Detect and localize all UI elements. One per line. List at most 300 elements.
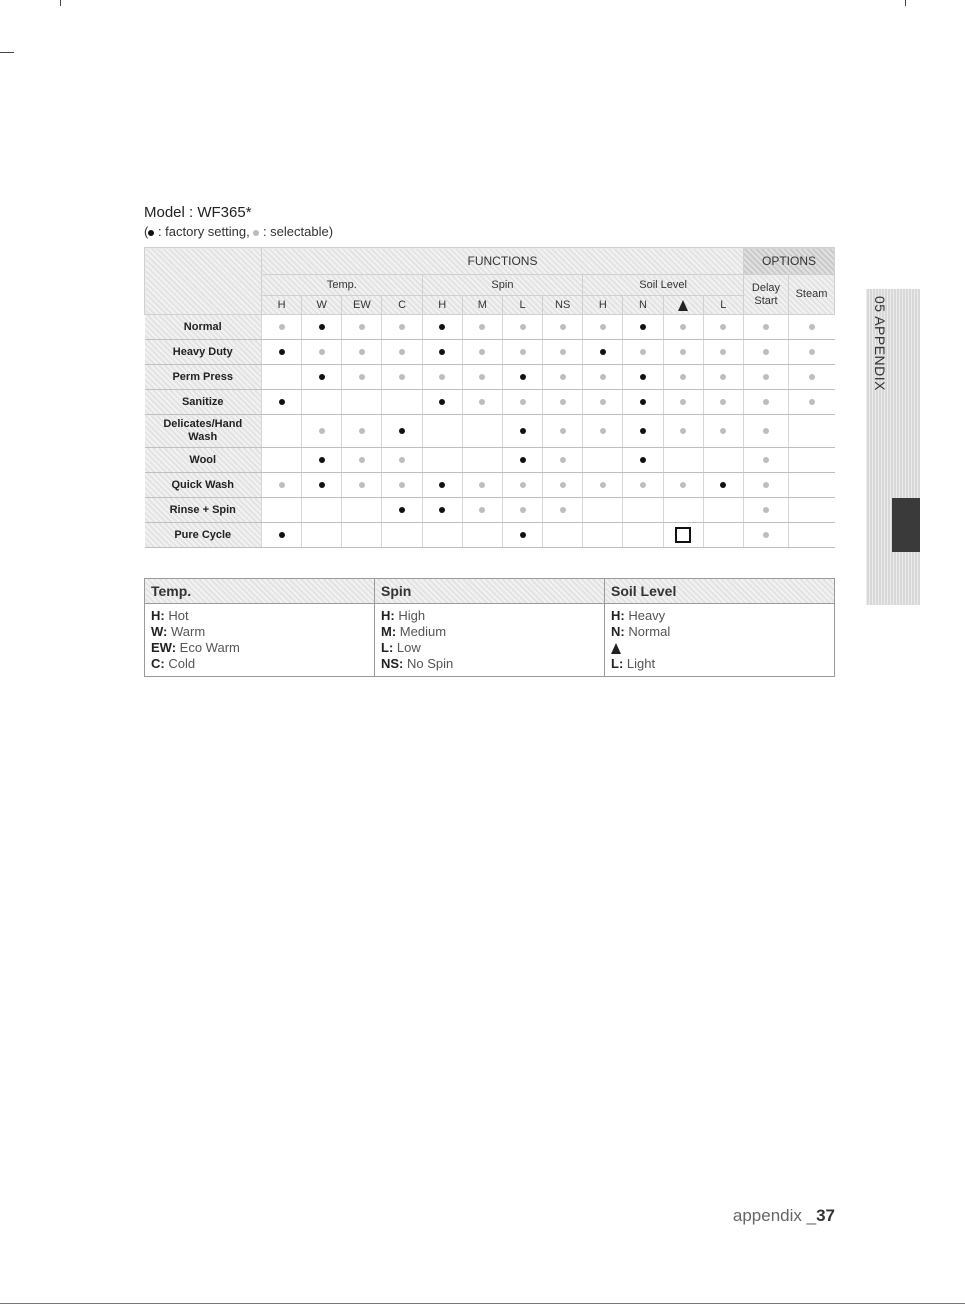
abbr-key: H:: [151, 608, 165, 623]
factory-dot-icon: [640, 428, 646, 434]
cycle-name: Rinse + Spin: [145, 498, 262, 523]
setting-cell: [743, 390, 788, 415]
setting-cell: [583, 340, 623, 365]
selectable-dot-icon: [520, 507, 526, 513]
selectable-dot-icon: [763, 349, 769, 355]
abbr-spin-list: [375, 604, 605, 677]
factory-dot-icon: [319, 482, 325, 488]
selectable-dot-icon: [763, 374, 769, 380]
setting-cell: [543, 365, 583, 390]
cycle-row: [145, 498, 835, 523]
selectable-dot-icon: [809, 399, 815, 405]
setting-cell: [703, 498, 743, 523]
setting-cell: [382, 498, 422, 523]
selectable-dot-icon: [809, 349, 815, 355]
setting-cell: [543, 523, 583, 548]
abbr-item: [381, 656, 598, 672]
cycle-row: [145, 448, 835, 473]
setting-cell: [583, 415, 623, 448]
selectable-dot-icon: [520, 324, 526, 330]
setting-cell: [262, 473, 302, 498]
factory-dot-icon: [520, 374, 526, 380]
abbreviation-table: [144, 578, 835, 677]
setting-cell: [342, 315, 382, 340]
factory-dot-icon: [640, 374, 646, 380]
col-header: W: [302, 296, 342, 315]
factory-dot-icon: [600, 349, 606, 355]
page-number: 37: [816, 1206, 835, 1225]
setting-cell: [788, 340, 834, 365]
setting-cell: [623, 315, 663, 340]
crop-mark-left: [0, 52, 14, 53]
col-header: H: [262, 296, 302, 315]
setting-cell: [262, 340, 302, 365]
abbr-value: Normal: [624, 624, 671, 639]
setting-cell: [583, 473, 623, 498]
setting-cell: [623, 415, 663, 448]
factory-dot-icon: [319, 324, 325, 330]
setting-cell: [543, 390, 583, 415]
setting-cell: [788, 473, 834, 498]
abbr-key: EW:: [151, 640, 177, 655]
abbr-item: [611, 624, 828, 640]
cycle-name-line2: Wash: [188, 431, 218, 443]
selectable-dot-icon: [680, 349, 686, 355]
setting-cell: [422, 415, 462, 448]
abbr-temp-list: [145, 604, 375, 677]
setting-cell: [743, 523, 788, 548]
cycle-name: Heavy Duty: [145, 340, 262, 365]
selectable-dot-icon: [560, 428, 566, 434]
setting-cell: [543, 473, 583, 498]
setting-cell: [543, 448, 583, 473]
setting-cell: [462, 523, 502, 548]
abbr-item: [611, 608, 828, 624]
selectable-dot-icon: [279, 482, 285, 488]
setting-cell: [543, 498, 583, 523]
setting-cell: [342, 448, 382, 473]
setting-cell: [342, 473, 382, 498]
selectable-dot-icon: [763, 482, 769, 488]
selectable-dot-icon: [720, 324, 726, 330]
selectable-dot-icon: [399, 324, 405, 330]
selectable-dot-icon: [359, 324, 365, 330]
temp-group-header: Temp.: [262, 275, 423, 296]
selectable-dot-icon: [479, 507, 485, 513]
abbr-item: [151, 640, 368, 656]
setting-cell: [502, 315, 542, 340]
setting-cell: [703, 415, 743, 448]
col-header: H: [583, 296, 623, 315]
col-header: EW: [342, 296, 382, 315]
selectable-dot-icon: [680, 428, 686, 434]
selectable-dot-icon: [680, 399, 686, 405]
abbr-item: [381, 608, 598, 624]
setting-cell: [502, 365, 542, 390]
abbr-key: L:: [381, 640, 394, 655]
cycle-rows: [145, 315, 835, 548]
setting-cell: [663, 390, 703, 415]
setting-cell: [502, 523, 542, 548]
factory-dot-icon: [279, 349, 285, 355]
setting-cell: [743, 365, 788, 390]
factory-dot-icon: [399, 507, 405, 513]
setting-cell: [502, 498, 542, 523]
section-tab-marker: [892, 498, 920, 552]
setting-cell: [743, 473, 788, 498]
cycle-row: [145, 415, 835, 448]
setting-cell: [663, 415, 703, 448]
setting-cell: [583, 498, 623, 523]
selectable-dot-icon: [399, 349, 405, 355]
setting-cell: [422, 498, 462, 523]
setting-cell: [502, 473, 542, 498]
abbr-value: Cold: [164, 656, 196, 671]
steam-header: Steam: [788, 275, 834, 315]
selectable-dot-icon: [359, 482, 365, 488]
model-title: Model : WF365*: [144, 204, 252, 221]
abbr-item: [611, 656, 828, 672]
setting-cell: [262, 448, 302, 473]
legend-open: (: [144, 224, 149, 239]
setting-cell: [703, 473, 743, 498]
square-icon: [675, 527, 691, 543]
selectable-dot-icon: [399, 457, 405, 463]
setting-cell: [663, 498, 703, 523]
setting-cell: [262, 315, 302, 340]
selectable-dot-icon: [359, 428, 365, 434]
selectable-dot-icon: [680, 482, 686, 488]
selectable-dot-icon: [763, 399, 769, 405]
factory-dot-icon: [439, 324, 445, 330]
setting-cell: [462, 340, 502, 365]
col-header: L: [703, 296, 743, 315]
setting-cell: [788, 315, 834, 340]
abbr-key: W:: [151, 624, 168, 639]
selectable-dot-icon: [763, 324, 769, 330]
setting-cell: [543, 315, 583, 340]
delay-start-header: [743, 275, 788, 315]
factory-dot-icon: [439, 399, 445, 405]
abbr-spin-header: Spin: [375, 579, 605, 604]
setting-cell: [422, 523, 462, 548]
setting-cell: [743, 340, 788, 365]
selectable-dot-icon: [600, 399, 606, 405]
selectable-dot-icon: [763, 457, 769, 463]
selectable-dot-icon: [359, 349, 365, 355]
setting-cell: [382, 390, 422, 415]
selectable-dot-icon: [720, 428, 726, 434]
setting-cell: [788, 523, 834, 548]
selectable-dot-icon: [439, 374, 445, 380]
cycle-name: Perm Press: [145, 365, 262, 390]
setting-cell: [623, 523, 663, 548]
setting-cell: [422, 365, 462, 390]
selectable-dot-icon: [680, 374, 686, 380]
selectable-dot-icon: [720, 399, 726, 405]
selectable-dot-icon: [560, 482, 566, 488]
section-tab-label: 05 APPENDIX: [872, 296, 888, 391]
factory-dot-icon: [439, 507, 445, 513]
setting-cell: [302, 448, 342, 473]
setting-cell: [342, 390, 382, 415]
factory-dot-icon: [720, 482, 726, 488]
setting-cell: [262, 498, 302, 523]
setting-cell: [663, 340, 703, 365]
setting-cell: [663, 448, 703, 473]
setting-cell: [382, 415, 422, 448]
selectable-dot-icon: [560, 349, 566, 355]
selectable-dot-icon: [479, 324, 485, 330]
abbr-item: [151, 608, 368, 624]
abbr-key: H:: [611, 608, 625, 623]
selectable-dot-icon: [319, 428, 325, 434]
setting-cell: [623, 340, 663, 365]
setting-cell: [583, 365, 623, 390]
factory-dot-icon: [439, 482, 445, 488]
abbr-value: Light: [623, 656, 656, 671]
abbr-key: H:: [381, 608, 395, 623]
setting-cell: [743, 415, 788, 448]
selectable-dot-icon: [520, 399, 526, 405]
setting-cell: [703, 523, 743, 548]
selectable-dot-icon: [560, 399, 566, 405]
setting-cell: [788, 390, 834, 415]
setting-cell: [462, 315, 502, 340]
selectable-dot-icon: [600, 374, 606, 380]
abbr-item: [151, 624, 368, 640]
col-header: M: [462, 296, 502, 315]
setting-cell: [302, 365, 342, 390]
legend-selectable-text: : selectable): [259, 224, 334, 239]
selectable-dot-icon: [763, 507, 769, 513]
abbr-value: Warm: [167, 624, 206, 639]
factory-dot-icon: [640, 399, 646, 405]
setting-cell: [382, 365, 422, 390]
selectable-dot-icon: [479, 349, 485, 355]
cycle-row: [145, 365, 835, 390]
factory-dot-icon: [319, 457, 325, 463]
factory-dot-icon: [520, 457, 526, 463]
col-header: NS: [543, 296, 583, 315]
setting-cell: [382, 315, 422, 340]
cycle-name-line1: Delicates/Hand: [163, 418, 243, 430]
setting-cell: [422, 390, 462, 415]
crop-mark-top-right: [905, 0, 906, 6]
setting-cell: [502, 390, 542, 415]
setting-cell: [583, 523, 623, 548]
setting-cell: [382, 448, 422, 473]
setting-cell: [543, 340, 583, 365]
setting-cell: [342, 340, 382, 365]
col-header: L: [502, 296, 542, 315]
abbr-soil-header: Soil Level: [605, 579, 835, 604]
selectable-dot-icon: [763, 428, 769, 434]
abbr-key: L:: [611, 656, 624, 671]
selectable-dot-icon: [399, 374, 405, 380]
selectable-dot-icon: [560, 507, 566, 513]
setting-cell: [502, 448, 542, 473]
selectable-dot-icon: [319, 349, 325, 355]
setting-cell: [743, 448, 788, 473]
col-header: C: [382, 296, 422, 315]
cycle-row: [145, 473, 835, 498]
selectable-dot-icon: [763, 532, 769, 538]
setting-cell: [262, 365, 302, 390]
selectable-dot-icon: [479, 399, 485, 405]
selectable-dot-icon: [520, 482, 526, 488]
setting-cell: [663, 315, 703, 340]
setting-cell: [462, 498, 502, 523]
col-header: [663, 296, 703, 315]
setting-cell: [302, 315, 342, 340]
setting-cell: [583, 390, 623, 415]
factory-dot-icon: [279, 399, 285, 405]
selectable-dot-icon: [680, 324, 686, 330]
setting-cell: [703, 365, 743, 390]
setting-cell: [623, 365, 663, 390]
selectable-dot-icon: [359, 457, 365, 463]
setting-cell: [788, 365, 834, 390]
delay-start-line2: Start: [754, 294, 778, 307]
setting-cell: [623, 448, 663, 473]
setting-cell: [703, 340, 743, 365]
cycle-row: [145, 390, 835, 415]
page-bottom-rule: [0, 1303, 965, 1304]
setting-cell: [342, 415, 382, 448]
setting-cell: [663, 473, 703, 498]
col-header: H: [422, 296, 462, 315]
spin-group-header: Spin: [422, 275, 583, 296]
selectable-dot-icon: [809, 374, 815, 380]
setting-cell: [422, 473, 462, 498]
abbr-key: M:: [381, 624, 397, 639]
setting-cell: [462, 390, 502, 415]
abbr-temp-header: Temp.: [145, 579, 375, 604]
setting-cell: [623, 473, 663, 498]
setting-cell: [422, 448, 462, 473]
setting-cell: [422, 315, 462, 340]
cycle-name: Pure Cycle: [145, 523, 262, 548]
setting-cell: [262, 523, 302, 548]
selectable-dot-icon: [640, 482, 646, 488]
setting-cell: [543, 415, 583, 448]
selectable-dot-icon: [600, 428, 606, 434]
factory-dot-icon: [399, 428, 405, 434]
abbr-value: Hot: [164, 608, 189, 623]
col-header: N: [623, 296, 663, 315]
selectable-dot-icon: [720, 349, 726, 355]
legend-factory-text: : factory setting,: [154, 224, 254, 239]
setting-cell: [382, 340, 422, 365]
selectable-dot-icon: [520, 349, 526, 355]
setting-cell: [663, 523, 703, 548]
selectable-dot-icon: [600, 324, 606, 330]
cycle-name: Wool: [145, 448, 262, 473]
selectable-dot-icon: [279, 324, 285, 330]
setting-cell: [623, 390, 663, 415]
setting-cell: [788, 415, 834, 448]
setting-cell: [302, 390, 342, 415]
setting-cell: [743, 315, 788, 340]
cycle-row: [145, 340, 835, 365]
factory-dot-icon: [319, 374, 325, 380]
setting-cell: [342, 365, 382, 390]
setting-cell: [262, 415, 302, 448]
setting-cell: [502, 340, 542, 365]
setting-cell: [302, 415, 342, 448]
selectable-dot-icon: [809, 324, 815, 330]
abbr-key: C:: [151, 656, 165, 671]
triangle-icon: [611, 643, 621, 654]
cycle-row: [145, 523, 835, 548]
setting-cell: [788, 498, 834, 523]
setting-cell: [703, 448, 743, 473]
setting-cell: [462, 473, 502, 498]
selectable-dot-icon: [560, 324, 566, 330]
cycle-name: Sanitize: [145, 390, 262, 415]
setting-cell: [342, 523, 382, 548]
selectable-dot-icon: [359, 374, 365, 380]
crop-mark-top-left: [60, 0, 61, 6]
setting-cell: [302, 473, 342, 498]
setting-cell: [302, 523, 342, 548]
cycle-name: Quick Wash: [145, 473, 262, 498]
selectable-dot-icon: [479, 482, 485, 488]
abbr-value: Eco Warm: [176, 640, 240, 655]
abbr-item: [611, 640, 828, 656]
setting-cell: [462, 415, 502, 448]
setting-cell: [703, 315, 743, 340]
cycle-settings-table: [144, 247, 835, 548]
delay-start-line1: Delay: [751, 281, 781, 294]
factory-dot-icon: [439, 349, 445, 355]
selectable-dot-icon: [720, 374, 726, 380]
selectable-dot-icon: [560, 457, 566, 463]
setting-cell: [462, 365, 502, 390]
legend-note: [144, 224, 333, 239]
options-header: OPTIONS: [743, 248, 834, 275]
selectable-dot-icon: [560, 374, 566, 380]
abbr-key: NS:: [381, 656, 404, 671]
setting-cell: [502, 415, 542, 448]
selectable-dot-icon: [600, 482, 606, 488]
abbr-value: No Spin: [403, 656, 454, 671]
factory-dot-icon: [520, 428, 526, 434]
abbr-value: Medium: [396, 624, 447, 639]
selectable-dot-icon: [399, 482, 405, 488]
factory-dot-icon: [520, 532, 526, 538]
setting-cell: [583, 448, 623, 473]
functions-header: FUNCTIONS: [262, 248, 744, 275]
setting-cell: [743, 498, 788, 523]
factory-dot-icon: [640, 457, 646, 463]
setting-cell: [302, 498, 342, 523]
triangle-icon: [678, 300, 688, 311]
selectable-dot-icon: [479, 374, 485, 380]
corner-header: [145, 248, 262, 315]
page-footer-text: appendix _: [732, 1206, 817, 1225]
setting-cell: [788, 448, 834, 473]
abbr-key: [611, 640, 621, 655]
page-footer: [733, 1206, 835, 1226]
abbr-value: High: [394, 608, 426, 623]
abbr-key: N:: [611, 624, 625, 639]
factory-dot-icon: [640, 324, 646, 330]
abbr-value: Low: [393, 640, 421, 655]
cycle-name: Normal: [145, 315, 262, 340]
abbr-value: Heavy: [624, 608, 666, 623]
